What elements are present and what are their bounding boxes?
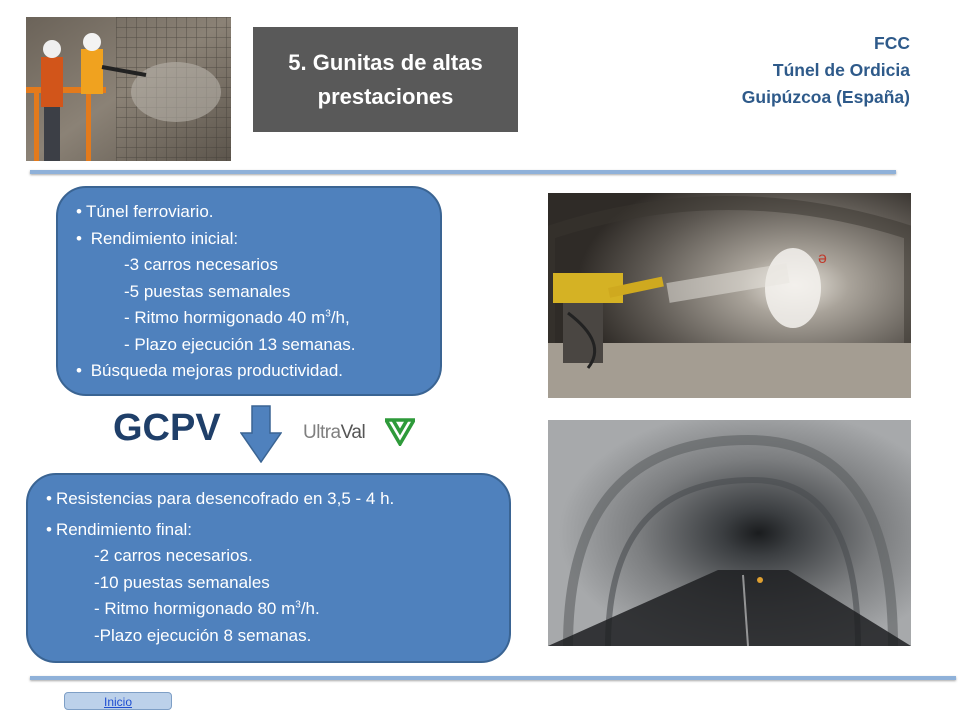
bullet-initial-performance: • Rendimiento inicial:	[76, 226, 440, 253]
inicio-button[interactable]: Inicio	[64, 692, 172, 710]
initial-item-carts: -3 carros necesarios	[124, 255, 279, 274]
tunnel-spraying-photo	[548, 193, 911, 398]
ultraval-brand-text: UltraVal	[303, 422, 366, 443]
initial-item-deadline: - Plazo ejecución 13 semanas.	[124, 334, 356, 354]
bullet-strength: • Resistencias para desencofrado en 3,5 - 4 h.	[46, 486, 509, 513]
initial-performance-box	[56, 186, 442, 396]
ultraval-logo	[303, 418, 415, 448]
bullet-final-performance: • Rendimiento final:	[46, 517, 509, 544]
project-location: Guipúzcoa (España)	[741, 87, 910, 107]
initial-item-rate: - Ritmo hormigonado 40 $m^3/h$,	[124, 308, 350, 327]
bottom-divider	[30, 676, 956, 680]
final-item-weekly: -10 puestas semanales	[94, 572, 270, 592]
bullet-productivity: • Búsqueda mejoras productividad.	[76, 358, 440, 385]
project-name: Túnel de Ordicia	[772, 60, 910, 80]
down-arrow-icon	[240, 405, 282, 463]
top-divider	[30, 170, 896, 174]
slide-title	[253, 27, 518, 132]
workers-shotcrete-photo	[26, 17, 231, 161]
project-info	[742, 30, 910, 111]
slide-title-line2: prestaciones	[317, 83, 454, 109]
svg-text:ǝ: ǝ	[818, 250, 827, 267]
final-item-deadline: -Plazo ejecución 8 semanas.	[94, 625, 312, 645]
finished-tunnel-photo	[548, 420, 911, 646]
final-performance-box	[26, 473, 511, 663]
gcpv-label: GCPV	[113, 407, 221, 449]
slide-title-line1: 5. Gunitas de altas	[288, 49, 483, 75]
final-item-rate: - Ritmo hormigonado 80 $m^3/h$.	[94, 599, 320, 618]
final-item-carts: -2 carros necesarios.	[94, 546, 253, 565]
initial-item-weekly: -5 puestas semanales	[124, 281, 291, 301]
bullet-railway-tunnel: • Túnel ferroviario.	[76, 199, 440, 226]
company-name: FCC	[874, 33, 910, 53]
ultraval-mark-icon	[385, 418, 415, 446]
